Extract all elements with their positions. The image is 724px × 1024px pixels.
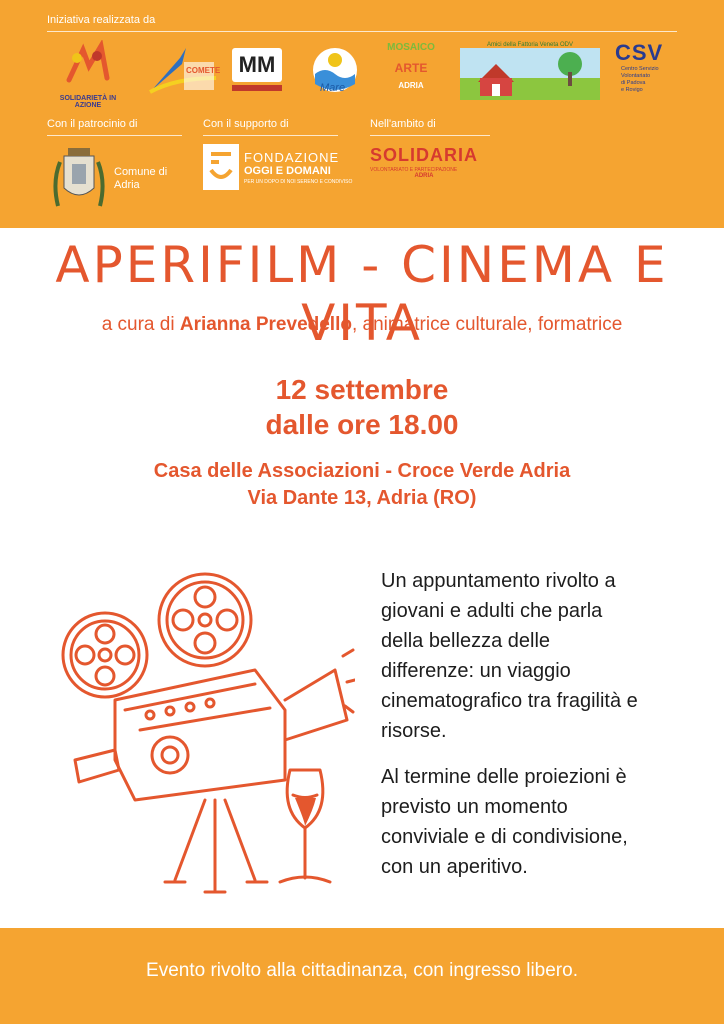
comete-logo: COMETE xyxy=(146,44,218,96)
event-title: APERIFILM - CINEMA E VITA xyxy=(55,236,669,352)
context-label: Nell'ambito di xyxy=(370,118,436,130)
event-address: Via Dante 13, Adria (RO) xyxy=(247,487,477,509)
context-divider xyxy=(370,135,490,136)
solidaria-logo: SOLIDARIA VOLONTARIATO E PARTECIPAZIONE ADRIA xyxy=(370,145,478,179)
fondazione-text: FONDAZIONE OGGI E DOMANI PER UN DOPO DI NOI SERENO E CONDIVISO xyxy=(244,150,353,185)
header-divider xyxy=(47,31,677,32)
patronage-label: Con il patrocinio di xyxy=(47,118,138,130)
header-band xyxy=(0,0,724,228)
amici-fattoria-logo: Amici della Fattoria Veneta ODV xyxy=(460,42,600,104)
comune-adria-crest xyxy=(50,142,108,212)
event-venue: Casa delle Associazioni - Croce Verde Adria xyxy=(153,460,571,482)
event-curator-line: a cura di Arianna Prevedello, animatrice culturale, formatrice xyxy=(101,314,623,335)
description-paragraph-1: Un appuntamento rivolto a giovani e adulti che parla della bellezza delle differenze: un viaggio cinematografico tra fragilità e risorse. xyxy=(381,570,638,742)
description-paragraph-2: Al termine delle proiezioni è previsto un momento conviviale e di condivisione, con un aperitivo. xyxy=(381,766,628,878)
mm-logo: MM xyxy=(232,48,282,100)
event-date: 12 settembre xyxy=(275,374,449,405)
film-projector-illustration xyxy=(55,560,355,900)
patronage-divider xyxy=(47,135,182,136)
mare-logo: Mare xyxy=(306,44,364,100)
event-time: dalle ore 18.00 xyxy=(265,409,459,440)
fondazione-mark xyxy=(203,144,239,190)
event-datetime xyxy=(0,372,724,442)
initiative-label: Iniziativa realizzata da xyxy=(47,14,156,26)
mosaico-logo: MOSAICO ARTE ADRIA xyxy=(387,42,435,90)
csv-logo: CSV Centro Servizio Volontariato di Padova e Rovigo xyxy=(615,40,664,93)
solidarieta-in-azione-logo: SOLIDARIETÀ IN AZIONE xyxy=(47,40,129,104)
footer-text: Evento rivolto alla cittadinanza, con ingresso libero. xyxy=(146,960,578,981)
comune-adria-text: Comune di Adria xyxy=(114,166,168,191)
support-label: Con il supporto di xyxy=(203,118,289,130)
support-divider xyxy=(203,135,338,136)
event-location xyxy=(0,458,724,512)
